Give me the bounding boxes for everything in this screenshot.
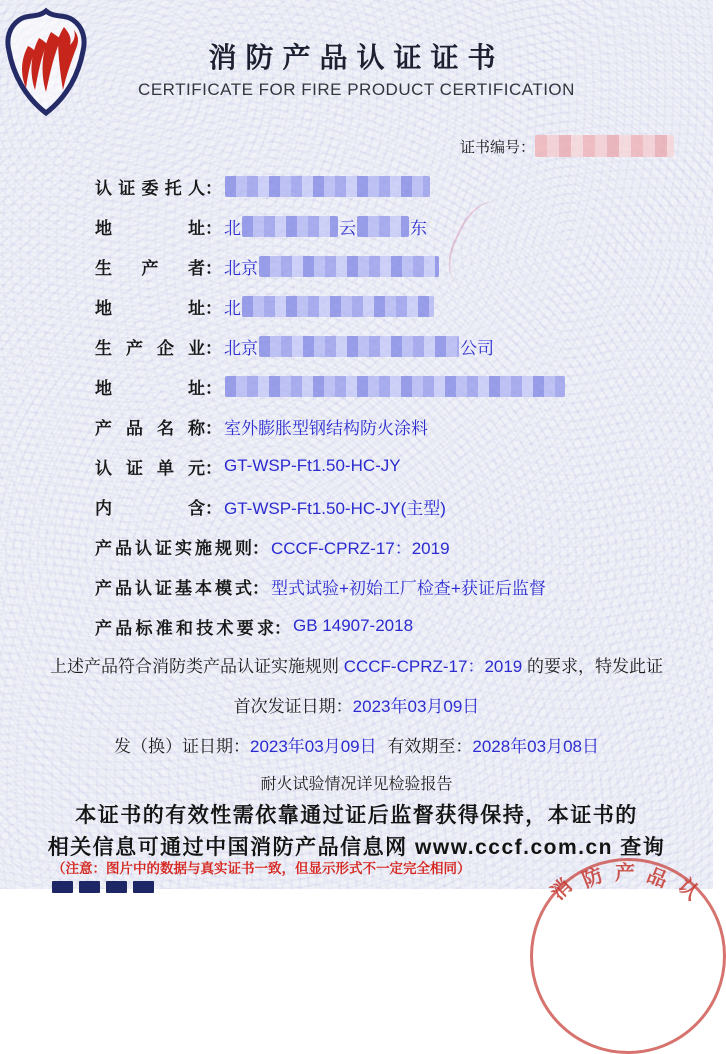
field-standard (95, 606, 695, 646)
certificate-title: 消防产品认证证书 (208, 42, 505, 73)
product-name-value: 室外膨胀型钢结构防火涂料 (224, 418, 428, 438)
colon: ： (205, 298, 222, 318)
address-1-fragment: 云 (339, 218, 356, 238)
first-issue-date-value: 2023年03月09日 (352, 697, 480, 716)
applicant-redacted (225, 176, 430, 197)
validity-notice-line-2: 相关信息可通过中国消防产品信息网 www.cccf.com.cn 查询 (47, 836, 666, 859)
enterprise-fragment: 公司 (460, 338, 494, 358)
first-issue-date-line (0, 692, 713, 717)
address-3-redacted (225, 376, 565, 397)
fire-test-note: 耐火试验情况详见检验报告 (260, 776, 453, 793)
field-producer (95, 246, 695, 286)
field-basic-mode-label: 产品认证基本模式 (95, 578, 252, 598)
field-impl-rule-label: 产品认证实施规则 (95, 538, 252, 558)
field-contains (95, 486, 695, 526)
conformity-statement (0, 652, 713, 677)
cert-unit-value: GT-WSP-Ft1.50-HC-JY (224, 456, 401, 475)
enterprise-redacted (259, 336, 459, 357)
field-address-3-label: 地址 (95, 378, 205, 398)
colon: ： (274, 618, 291, 638)
statement-pre: 上述产品符合消防类产品认证实施规则 (49, 657, 344, 676)
stamp-character: 品 (643, 864, 671, 893)
enterprise-fragment: 北京 (224, 338, 258, 358)
field-basic-mode (95, 566, 695, 606)
reissue-date-value: 2023年03月09日 (249, 737, 377, 756)
address-1-redacted (242, 216, 338, 237)
field-address-1 (95, 206, 695, 246)
field-applicant (95, 166, 695, 206)
colon: ： (205, 418, 222, 438)
address-1-redacted (357, 216, 409, 237)
field-producer-label: 生产者 (95, 258, 205, 278)
colon: ： (252, 578, 269, 598)
statement-post: 的要求，特发此证 (522, 657, 663, 676)
field-product-name-label: 产品名称 (95, 418, 205, 438)
stamp-character: 消 (546, 874, 577, 905)
producer-redacted (259, 256, 439, 277)
colon: ： (205, 218, 222, 238)
certificate-fields (95, 166, 695, 646)
red-disclaimer-note: （注意：图片中的数据与真实证书一致，但显示形式不一定完全相同） (52, 861, 471, 876)
certificate-number-label: 证书编号： (460, 138, 536, 156)
field-enterprise-label: 生产企业 (95, 338, 205, 358)
valid-until-value: 2028年03月08日 (472, 737, 599, 756)
statement-rule: CCCF-CPRZ-17：2019 (343, 657, 523, 676)
address-1-fragment: 北 (224, 218, 241, 238)
field-cert-unit (95, 446, 695, 486)
colon: ： (205, 258, 222, 278)
validity-notice-line-1: 本证书的有效性需依靠通过证后监督获得保持，本证书的 (75, 804, 638, 827)
colon: ： (205, 378, 222, 398)
field-contains-label: 内含 (95, 498, 205, 518)
colon: ： (205, 338, 222, 358)
impl-rule-value: CCCF-CPRZ-17：2019 (271, 538, 450, 558)
reissue-date-line (0, 732, 713, 757)
field-address-3 (95, 366, 695, 406)
field-impl-rule (95, 526, 695, 566)
certificate-number-redacted (535, 135, 674, 157)
standard-value: GB 14907-2018 (293, 616, 414, 635)
colon: ： (252, 538, 269, 558)
address-2-fragment: 北 (224, 298, 241, 318)
first-issue-date-label: 首次发证日期： (233, 697, 353, 716)
producer-fragment: 北京 (224, 258, 258, 278)
certificate-subtitle: CERTIFICATE FOR FIRE PRODUCT CERTIFICATION (138, 80, 575, 99)
stamp-character: 产 (615, 862, 635, 885)
basic-mode-value: 型式试验+初始工厂检查+获证后监督 (271, 578, 546, 598)
field-cert-unit-label: 认证单元 (95, 458, 205, 478)
field-enterprise (95, 326, 695, 366)
certificate-number-row (460, 132, 674, 160)
address-1-fragment: 东 (410, 218, 427, 238)
valid-until-label: 有效期至： (387, 737, 473, 756)
stamp-character: 认 (673, 874, 704, 905)
field-address-1-label: 地址 (95, 218, 205, 238)
field-standard-label: 产品标准和技术要求 (95, 618, 274, 638)
field-product-name (95, 406, 695, 446)
field-address-2 (95, 286, 695, 326)
reissue-date-label: 发（换）证日期： (113, 737, 250, 756)
field-applicant-label: 认证委托人 (95, 178, 205, 198)
clipped-bottom-text (52, 881, 154, 893)
address-2-redacted (242, 296, 434, 317)
colon: ： (205, 178, 222, 198)
colon: ： (205, 498, 222, 518)
contains-value: GT-WSP-Ft1.50-HC-JY(主型) (224, 498, 446, 518)
stamp-character: 防 (579, 864, 607, 893)
field-address-2-label: 地址 (95, 298, 205, 318)
colon: ： (205, 458, 222, 478)
